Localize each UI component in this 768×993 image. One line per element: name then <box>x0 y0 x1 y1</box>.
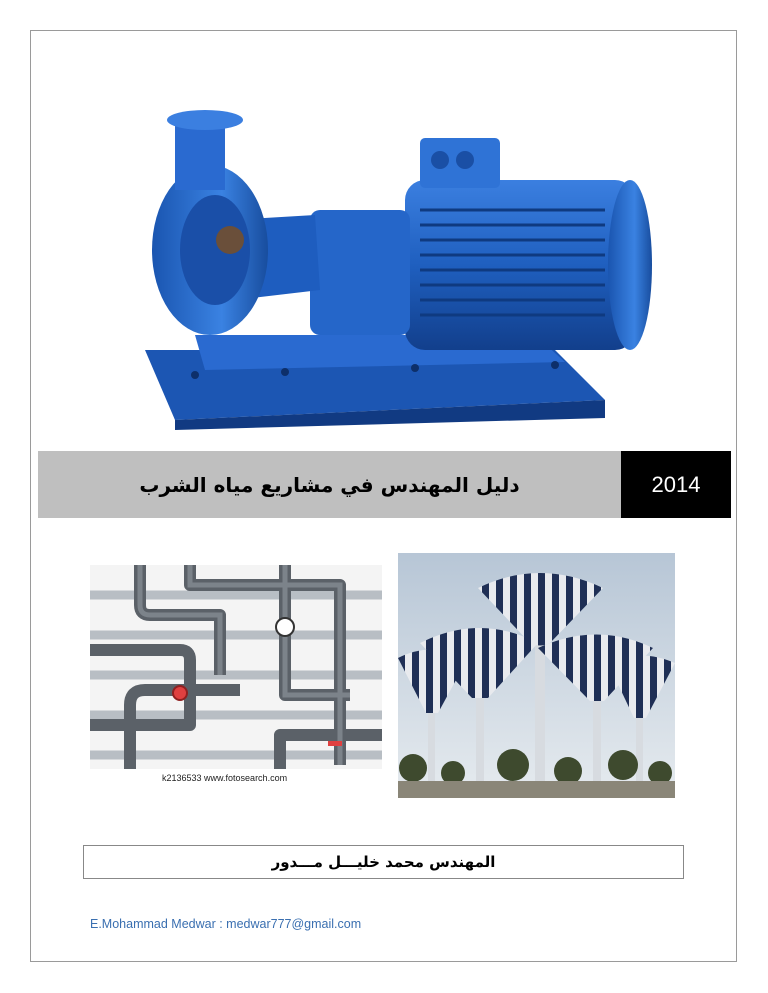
author-name: المهندس محمد خليـــل مـــدور <box>271 853 496 871</box>
pipes-illustration <box>90 565 382 787</box>
footer-contact: E.Mohammad Medwar : medwar777@gmail.com <box>90 917 362 931</box>
year-box <box>621 451 731 518</box>
water-towers-illustration <box>398 553 675 798</box>
pump-illustration <box>135 100 655 430</box>
document-title: دليل المهندس في مشاريع مياه الشرب <box>139 472 520 497</box>
year-label: 2014 <box>651 471 701 497</box>
author-box <box>83 845 684 879</box>
title-bar <box>38 451 621 518</box>
pipes-image-caption: k2136533 www.fotosearch.com <box>162 773 288 783</box>
